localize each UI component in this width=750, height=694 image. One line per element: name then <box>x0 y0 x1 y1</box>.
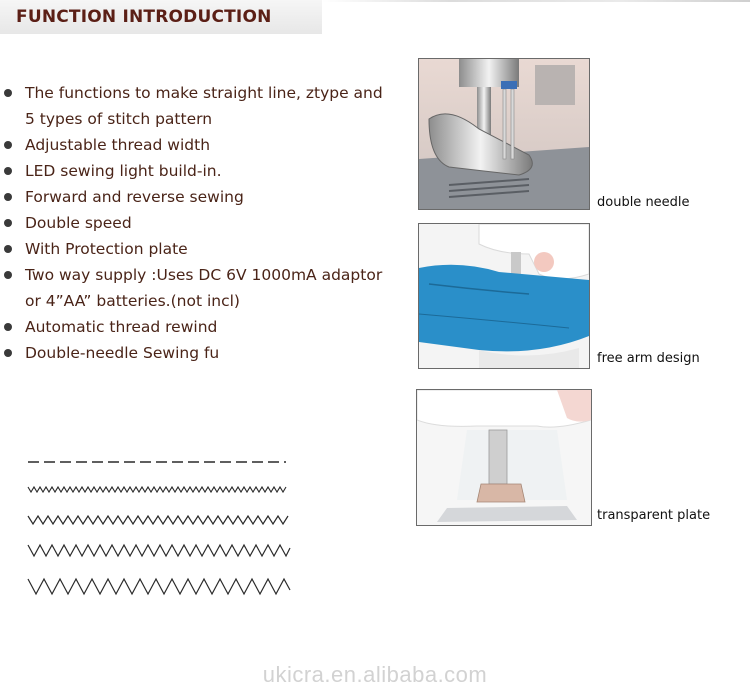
list-item: The functions to make straight line, ztype and 5 types of stitch pattern <box>4 80 384 132</box>
watermark: ukicra.en.alibaba.com <box>262 662 488 687</box>
stitch-zigzag-medium-icon <box>26 542 294 560</box>
transparent-plate-photo <box>416 389 592 526</box>
list-item: Automatic thread rewind <box>4 314 384 340</box>
bullet-icon <box>4 89 12 97</box>
bullet-icon <box>4 271 12 279</box>
list-item: Double speed <box>4 210 384 236</box>
presser-foot-icon <box>417 390 591 525</box>
list-item: Adjustable thread width <box>4 132 384 158</box>
caption-double-needle: double needle <box>597 195 690 210</box>
bullet-icon <box>4 245 12 253</box>
bullet-icon <box>4 323 12 331</box>
bullet-icon <box>4 167 12 175</box>
feature-list <box>4 80 384 366</box>
stitch-zigzag-small-icon <box>26 512 294 528</box>
caption-free-arm: free arm design <box>597 351 700 366</box>
top-divider <box>322 0 750 2</box>
bullet-icon <box>4 219 12 227</box>
stitch-zigzag-dense-icon <box>26 482 294 496</box>
stitch-straight-dashed-icon <box>26 454 294 468</box>
list-item: Forward and reverse sewing <box>4 184 384 210</box>
free-arm-photo <box>418 223 590 369</box>
stitch-patterns <box>26 448 294 608</box>
list-item: Double-needle Sewing fu <box>4 340 384 366</box>
bullet-icon <box>4 193 12 201</box>
sewing-needle-icon <box>419 59 589 209</box>
double-needle-photo <box>418 58 590 210</box>
bullet-icon <box>4 141 12 149</box>
stitch-zigzag-large-icon <box>26 576 294 598</box>
list-item: LED sewing light build-in. <box>4 158 384 184</box>
list-item: Two way supply :Uses DC 6V 1000mA adaptor or 4”AA” batteries.(not incl) <box>4 262 384 314</box>
caption-transparent-plate: transparent plate <box>597 508 711 523</box>
header-bar <box>0 0 322 34</box>
bullet-icon <box>4 349 12 357</box>
list-item: With Protection plate <box>4 236 384 262</box>
fabric-icon <box>419 224 589 368</box>
page-title: FUNCTION INTRODUCTION <box>16 7 272 27</box>
